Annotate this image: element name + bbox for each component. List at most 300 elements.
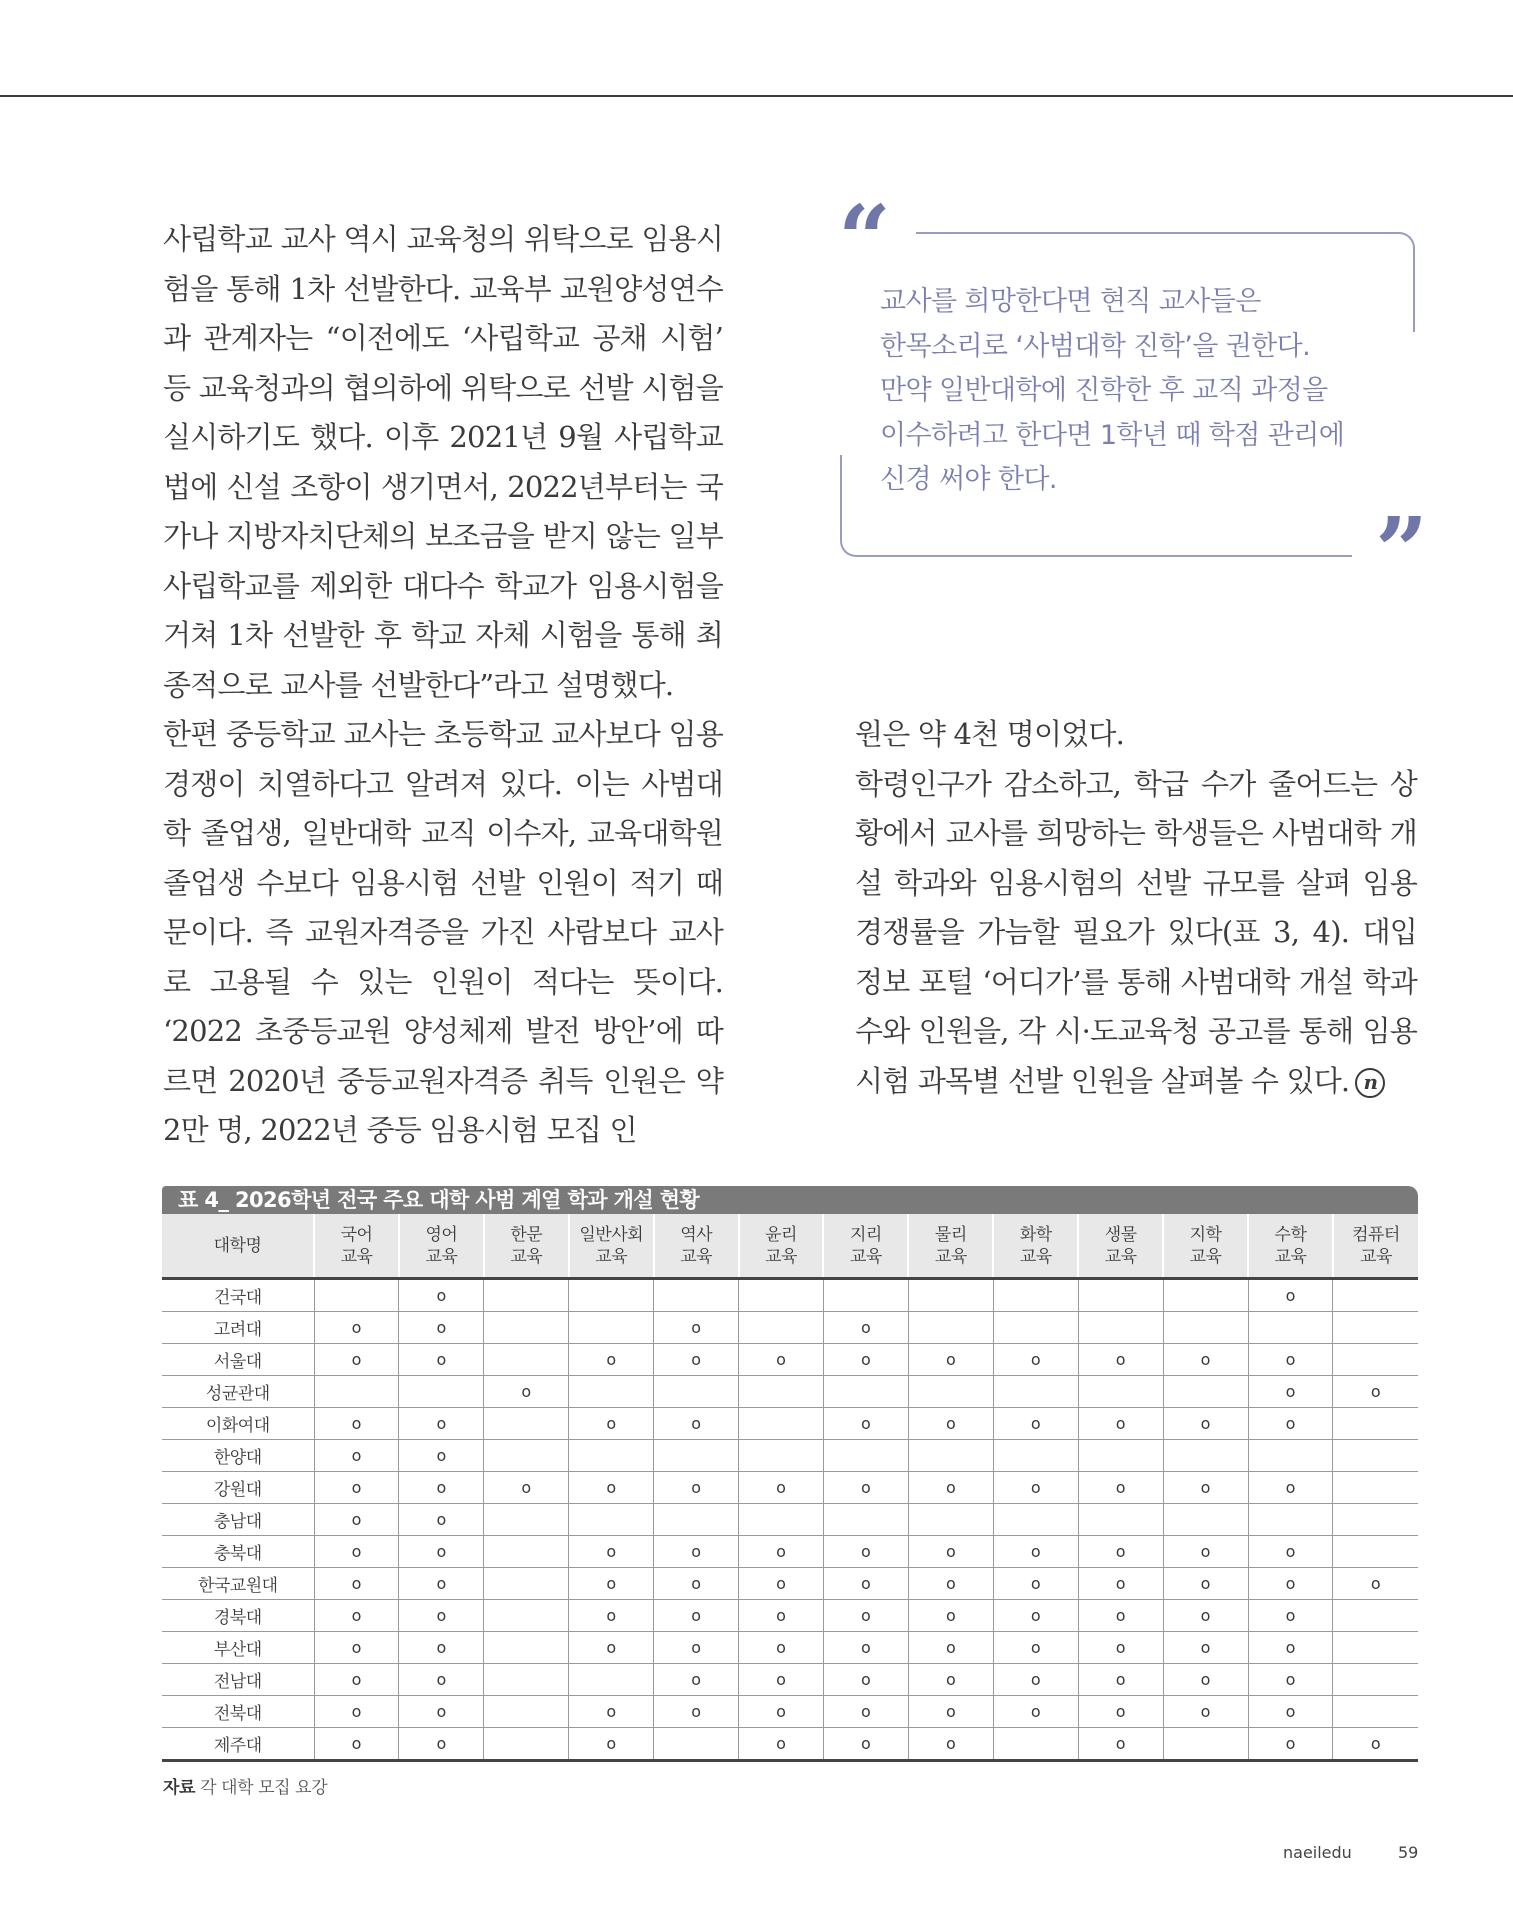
offered-mark: o [606, 1701, 617, 1721]
offered-mark: o [945, 1413, 956, 1433]
table-cell [654, 1664, 739, 1696]
offered-mark: o [1030, 1477, 1041, 1497]
offered-mark: o [1115, 1605, 1126, 1625]
table-cell [399, 1600, 484, 1632]
table-row [162, 1344, 1418, 1376]
table-cell [1163, 1728, 1248, 1761]
table-cell [823, 1696, 908, 1728]
header-cell [569, 1214, 654, 1279]
header-cell [1163, 1214, 1248, 1279]
table-cell [993, 1440, 1078, 1472]
pull-quote [838, 185, 1420, 605]
table-cell [739, 1376, 824, 1408]
table-cell [484, 1440, 569, 1472]
paragraph: 사립학교 교사 역시 교육청의 위탁으로 임용시험을 통해 1차 선발한다. 교육부 교원양성연수과 관계자는 “이전에도 ‘사립학교 공채 시험’ 등 교육청과의 협의하에 위탁으로 선발 시험을 실시하기도 했다. 이후 2021년 9월 사립학교법에 신설 조항이 생기면서, 2022년부터는 국가나 지방자치단체의 보조금을 받지 않는 일부 사립학교를 제외한 대다수 학교가 임용시험을 거쳐 1차 선발한 후 학교 자체 시험을 통해 최종적으로 교사를 선발한다”라고 설명했다. [163, 222, 723, 702]
header-cell-line: 지학 [1189, 1224, 1222, 1245]
table-cell [1163, 1344, 1248, 1376]
table-cell [399, 1568, 484, 1600]
top-rule [0, 95, 1513, 97]
table-cell [1333, 1728, 1418, 1761]
table-cell [399, 1279, 484, 1312]
offered-mark: o [521, 1381, 532, 1401]
table-cell [1333, 1408, 1418, 1440]
university-name-cell: 한국교원대 [162, 1568, 314, 1600]
footer-brand: naeiledu [1283, 1843, 1352, 1862]
offered-mark: o [1030, 1413, 1041, 1433]
offered-mark: o [1285, 1285, 1296, 1305]
table-cell [1163, 1376, 1248, 1408]
table-row [162, 1664, 1418, 1696]
offered-mark: o [436, 1605, 447, 1625]
table-cell [1163, 1312, 1248, 1344]
offered-mark: o [351, 1509, 362, 1529]
table-4 [162, 1186, 1418, 1762]
table-cell [484, 1312, 569, 1344]
offered-mark: o [861, 1733, 871, 1753]
offered-mark: o [861, 1477, 871, 1497]
table-cell [1248, 1344, 1333, 1376]
table-cell [908, 1664, 993, 1696]
table-cell [1078, 1279, 1163, 1312]
header-cell [654, 1214, 739, 1279]
table-cell [1078, 1600, 1163, 1632]
table-cell [908, 1536, 993, 1568]
header-cell-line: 교육 [1360, 1246, 1392, 1267]
header-cell [908, 1214, 993, 1279]
university-name-cell: 경북대 [162, 1600, 314, 1632]
university-name-cell: 서울대 [162, 1344, 314, 1376]
offered-mark: o [1285, 1541, 1296, 1561]
table-cell [569, 1472, 654, 1504]
table-cell [739, 1536, 824, 1568]
table-cell [993, 1600, 1078, 1632]
table-cell [823, 1279, 908, 1312]
table-cell [1248, 1440, 1333, 1472]
table-row [162, 1279, 1418, 1312]
source-text: 각 대학 모집 요강 [200, 1778, 328, 1798]
table-cell [569, 1279, 654, 1312]
offered-mark: o [691, 1605, 702, 1625]
table-cell [314, 1376, 399, 1408]
table-cell [654, 1312, 739, 1344]
table-cell [1078, 1312, 1163, 1344]
header-cell-line: 영어 [425, 1224, 458, 1245]
header-cell-line: 교육 [1189, 1246, 1222, 1267]
offered-mark: o [1115, 1701, 1126, 1721]
table-cell [569, 1728, 654, 1761]
offered-mark: o [776, 1541, 786, 1561]
table-cell [399, 1408, 484, 1440]
table-cell [484, 1376, 569, 1408]
table-cell [399, 1536, 484, 1568]
table-cell [1163, 1408, 1248, 1440]
table-cell [1163, 1664, 1248, 1696]
table-cell [1333, 1504, 1418, 1536]
offered-mark: o [1370, 1381, 1381, 1401]
offered-mark: o [351, 1701, 362, 1721]
offered-mark: o [1200, 1413, 1211, 1433]
quote-line: 만약 일반대학에 진학한 후 교직 과정을 [880, 375, 1328, 406]
offered-mark: o [606, 1605, 617, 1625]
table-cell [1248, 1472, 1333, 1504]
offered-mark: o [351, 1349, 362, 1369]
offered-mark: o [691, 1317, 702, 1337]
offered-mark: o [1200, 1573, 1211, 1593]
offered-mark: o [945, 1701, 956, 1721]
table-cell [1163, 1504, 1248, 1536]
table-cell [1248, 1728, 1333, 1761]
table-cell [569, 1440, 654, 1472]
table-cell [823, 1536, 908, 1568]
table-cell [823, 1728, 908, 1761]
table-cell [654, 1696, 739, 1728]
source-note [163, 1773, 327, 1798]
offered-mark: o [1285, 1733, 1296, 1753]
header-cell-line: 화학 [1019, 1224, 1052, 1245]
offered-mark: o [1030, 1669, 1041, 1689]
table-cell [484, 1696, 569, 1728]
table-row [162, 1312, 1418, 1344]
offered-mark: o [691, 1637, 702, 1657]
table-cell [1163, 1279, 1248, 1312]
offered-mark: o [776, 1637, 786, 1657]
offered-mark: o [1200, 1349, 1211, 1369]
table-header-row [162, 1214, 1418, 1279]
university-name-cell: 충북대 [162, 1536, 314, 1568]
offered-mark: o [1285, 1573, 1296, 1593]
offered-mark: o [1285, 1477, 1296, 1497]
table-row [162, 1440, 1418, 1472]
table-cell [314, 1536, 399, 1568]
offered-mark: o [776, 1669, 786, 1689]
table-cell [739, 1504, 824, 1536]
table-cell [1078, 1408, 1163, 1440]
table-cell [739, 1279, 824, 1312]
table-cell [569, 1632, 654, 1664]
table-cell [484, 1728, 569, 1761]
table-cell [739, 1344, 824, 1376]
offered-mark: o [606, 1541, 617, 1561]
table-cell [1248, 1664, 1333, 1696]
table-cell [739, 1664, 824, 1696]
header-cell-line: 물리 [934, 1224, 967, 1245]
table-cell [908, 1568, 993, 1600]
header-cell-line: 교육 [1104, 1246, 1137, 1267]
header-cell-line: 교육 [340, 1246, 373, 1267]
table-title: 표 4_ 2026학년 전국 주요 대학 사범 계열 학과 개설 현황 [162, 1186, 1418, 1214]
table-cell [1078, 1632, 1163, 1664]
offered-mark: o [1030, 1349, 1041, 1369]
quote-line: 교사를 희망한다면 현직 교사들은 [880, 286, 1261, 317]
open-quote-mark: “ [838, 185, 879, 293]
table-row [162, 1472, 1418, 1504]
table-cell [1248, 1376, 1333, 1408]
table-cell [908, 1376, 993, 1408]
table-cell [1333, 1664, 1418, 1696]
table-cell [993, 1536, 1078, 1568]
table-cell [654, 1632, 739, 1664]
table-cell [314, 1344, 399, 1376]
university-name-cell: 고려대 [162, 1312, 314, 1344]
offered-mark: o [1115, 1413, 1126, 1433]
table-cell [1078, 1344, 1163, 1376]
offered-mark: o [606, 1733, 617, 1753]
paragraph: 한편 중등학교 교사는 초등학교 교사보다 임용 경쟁이 치열하다고 알려져 있다. 이는 사범대학 졸업생, 일반대학 교직 이수자, 교육대학원 졸업생 수보다 임용시험 선발 인원이 적기 때문이다. 즉 교원자격증을 가진 사람보다 교사로 고용될 수 있는 인원이 적다는 뜻이다. ‘2022 초중등교원 양성체제 발전 방안’에 따르면 2020년 중등교원자격증 취득 인원은 약 2만 명, 2022년 중등 임용시험 모집 인 [163, 717, 723, 1147]
header-cell-line: 수학 [1274, 1224, 1307, 1245]
offered-mark: o [351, 1445, 362, 1465]
offered-mark: o [776, 1349, 786, 1369]
offered-mark: o [1115, 1573, 1126, 1593]
offered-mark: o [436, 1413, 447, 1433]
table-cell [399, 1664, 484, 1696]
table-cell [1078, 1504, 1163, 1536]
table-cell [823, 1408, 908, 1440]
table-cell [1163, 1568, 1248, 1600]
table-cell [908, 1696, 993, 1728]
offered-mark: o [861, 1701, 871, 1721]
offered-mark: o [945, 1637, 956, 1657]
offered-mark: o [436, 1701, 447, 1721]
table-cell [908, 1600, 993, 1632]
table-cell [1248, 1600, 1333, 1632]
table-cell [1078, 1728, 1163, 1761]
table-cell [484, 1472, 569, 1504]
offered-mark: o [776, 1605, 786, 1625]
table-cell [823, 1664, 908, 1696]
header-cell [314, 1214, 399, 1279]
header-cell-line: 컴퓨터 [1352, 1224, 1400, 1245]
source-label: 자료 [163, 1778, 196, 1798]
table-cell [654, 1408, 739, 1440]
table-cell [993, 1504, 1078, 1536]
quote-line: 한목소리로 ‘사범대학 진학’을 권한다. [880, 330, 1311, 362]
header-cell-line: 교육 [934, 1246, 967, 1267]
table-cell [1163, 1472, 1248, 1504]
paragraph: 원은 약 4천 명이었다. [855, 717, 1125, 751]
table-cell [484, 1279, 569, 1312]
table-cell [569, 1536, 654, 1568]
page-number: 59 [1398, 1843, 1419, 1862]
table-cell [993, 1408, 1078, 1440]
offered-mark: o [1030, 1541, 1041, 1561]
table-cell [654, 1440, 739, 1472]
header-cell-line: 한문 [510, 1224, 543, 1245]
offered-mark: o [1285, 1381, 1296, 1401]
offered-mark: o [351, 1413, 362, 1433]
offered-mark: o [1200, 1669, 1211, 1689]
table-cell [399, 1504, 484, 1536]
offered-mark: o [861, 1317, 871, 1337]
university-name-cell: 이화여대 [162, 1408, 314, 1440]
header-cell-line: 생물 [1104, 1224, 1137, 1245]
table-cell [314, 1408, 399, 1440]
offered-mark: o [1200, 1701, 1211, 1721]
table-cell [399, 1344, 484, 1376]
offered-mark: o [691, 1349, 702, 1369]
offered-mark: o [861, 1605, 871, 1625]
table-cell [993, 1664, 1078, 1696]
university-name-cell: 충남대 [162, 1504, 314, 1536]
table-cell [314, 1664, 399, 1696]
table-cell [1163, 1600, 1248, 1632]
offered-mark: o [861, 1637, 871, 1657]
table-cell [1078, 1376, 1163, 1408]
header-cell [399, 1214, 484, 1279]
table-row [162, 1696, 1418, 1728]
table-cell [993, 1568, 1078, 1600]
table-cell [908, 1344, 993, 1376]
offered-mark: o [1285, 1413, 1296, 1433]
quote-line: 신경 써야 한다. [880, 464, 1057, 495]
offered-mark: o [1285, 1349, 1296, 1369]
university-name-cell: 전남대 [162, 1664, 314, 1696]
table-cell [908, 1312, 993, 1344]
table-cell [1333, 1600, 1418, 1632]
table-cell [739, 1600, 824, 1632]
table-cell [484, 1568, 569, 1600]
table-cell [654, 1600, 739, 1632]
offered-mark: o [1285, 1637, 1296, 1657]
offered-mark: o [436, 1445, 447, 1465]
header-cell-line: 교육 [425, 1246, 458, 1267]
table-cell [823, 1600, 908, 1632]
paragraph [855, 760, 1417, 1107]
offered-mark: o [1370, 1733, 1381, 1753]
table-cell [823, 1472, 908, 1504]
offered-mark: o [861, 1573, 871, 1593]
table-cell [654, 1344, 739, 1376]
offered-mark: o [945, 1477, 956, 1497]
table-cell [1248, 1632, 1333, 1664]
table-cell [654, 1728, 739, 1761]
table-cell [908, 1632, 993, 1664]
close-quote-mark: ” [1375, 497, 1416, 605]
table-cell [908, 1408, 993, 1440]
header-cell [739, 1214, 824, 1279]
offered-mark: o [436, 1285, 447, 1305]
offered-mark: o [351, 1317, 362, 1337]
table-row [162, 1376, 1418, 1408]
header-cell-line: 교육 [1019, 1246, 1052, 1267]
table-cell [823, 1312, 908, 1344]
table-cell [823, 1440, 908, 1472]
university-name-cell: 한양대 [162, 1440, 314, 1472]
offered-mark: o [945, 1349, 956, 1369]
table-row [162, 1408, 1418, 1440]
table-cell [1333, 1376, 1418, 1408]
offered-mark: o [606, 1477, 617, 1497]
table-cell [569, 1568, 654, 1600]
header-cell-line: 교육 [765, 1246, 797, 1267]
offered-mark: o [1030, 1637, 1041, 1657]
table-cell [569, 1344, 654, 1376]
offered-mark: o [945, 1573, 956, 1593]
table-cell [1248, 1536, 1333, 1568]
offered-mark: o [691, 1701, 702, 1721]
table-cell [399, 1728, 484, 1761]
table-cell [739, 1472, 824, 1504]
table-cell [484, 1344, 569, 1376]
offered-mark: o [1370, 1573, 1381, 1593]
table-cell [993, 1696, 1078, 1728]
table-cell [314, 1504, 399, 1536]
offered-mark: o [945, 1733, 956, 1753]
table-cell [314, 1568, 399, 1600]
offered-mark: o [1115, 1349, 1126, 1369]
offered-mark: o [436, 1669, 447, 1689]
table-cell [1163, 1632, 1248, 1664]
table-cell [993, 1344, 1078, 1376]
offered-mark: o [521, 1477, 532, 1497]
header-cell-line: 국어 [340, 1224, 373, 1245]
table-cell [739, 1728, 824, 1761]
table-cell [654, 1536, 739, 1568]
table-cell [1078, 1568, 1163, 1600]
offered-mark: o [436, 1317, 447, 1337]
table-cell [314, 1312, 399, 1344]
offered-mark: o [1030, 1605, 1041, 1625]
university-name-cell: 건국대 [162, 1279, 314, 1312]
table-cell [484, 1408, 569, 1440]
offered-mark: o [1115, 1669, 1126, 1689]
table-cell [314, 1632, 399, 1664]
table-cell [1333, 1632, 1418, 1664]
table-cell [399, 1312, 484, 1344]
table-cell [314, 1440, 399, 1472]
offered-mark: o [606, 1413, 617, 1433]
offered-mark: o [861, 1413, 871, 1433]
table-cell [1333, 1279, 1418, 1312]
offered-mark: o [1200, 1541, 1211, 1561]
offered-mark: o [691, 1413, 702, 1433]
table-cell [823, 1376, 908, 1408]
header-cell-line: 역사 [680, 1224, 713, 1245]
offered-mark: o [1200, 1637, 1211, 1657]
header-cell-line: 교육 [680, 1246, 713, 1267]
offered-mark: o [436, 1573, 447, 1593]
table-cell [1333, 1568, 1418, 1600]
table-cell [1163, 1440, 1248, 1472]
header-cell [1078, 1214, 1163, 1279]
quote-text [880, 280, 1380, 503]
department-table [162, 1214, 1418, 1762]
header-cell [993, 1214, 1078, 1279]
table-row [162, 1728, 1418, 1761]
offered-mark: o [1115, 1733, 1126, 1753]
university-name-cell: 제주대 [162, 1728, 314, 1761]
offered-mark: o [436, 1637, 447, 1657]
table-body [162, 1279, 1418, 1761]
offered-mark: o [1200, 1605, 1211, 1625]
paragraph-text: 학령인구가 감소하고, 학급 수가 줄어드는 상황에서 교사를 희망하는 학생들은 사범대학 개설 학과와 임용시험의 선발 규모를 살펴 임용 경쟁률을 가늠할 필요가 있다(표 3, 4). 대입 정보 포털 ‘어디가’를 통해 사범대학 개설 학과 수와 인원을, 각 시·도교육청 공고를 통해 임용시험 과목별 선발 인원을 살펴볼 수 있다. [855, 766, 1417, 1098]
offered-mark: o [691, 1477, 702, 1497]
table-cell [739, 1632, 824, 1664]
header-cell-line: 일반사회 [579, 1224, 644, 1245]
offered-mark: o [776, 1477, 786, 1497]
table-cell [908, 1440, 993, 1472]
table-cell [739, 1568, 824, 1600]
table-cell [1078, 1664, 1163, 1696]
table-cell [908, 1279, 993, 1312]
table-cell [314, 1279, 399, 1312]
table-cell [484, 1664, 569, 1696]
offered-mark: o [776, 1573, 786, 1593]
left-text-column [163, 215, 723, 1156]
table-cell [823, 1344, 908, 1376]
table-row [162, 1536, 1418, 1568]
offered-mark: o [606, 1349, 617, 1369]
offered-mark: o [1115, 1541, 1126, 1561]
